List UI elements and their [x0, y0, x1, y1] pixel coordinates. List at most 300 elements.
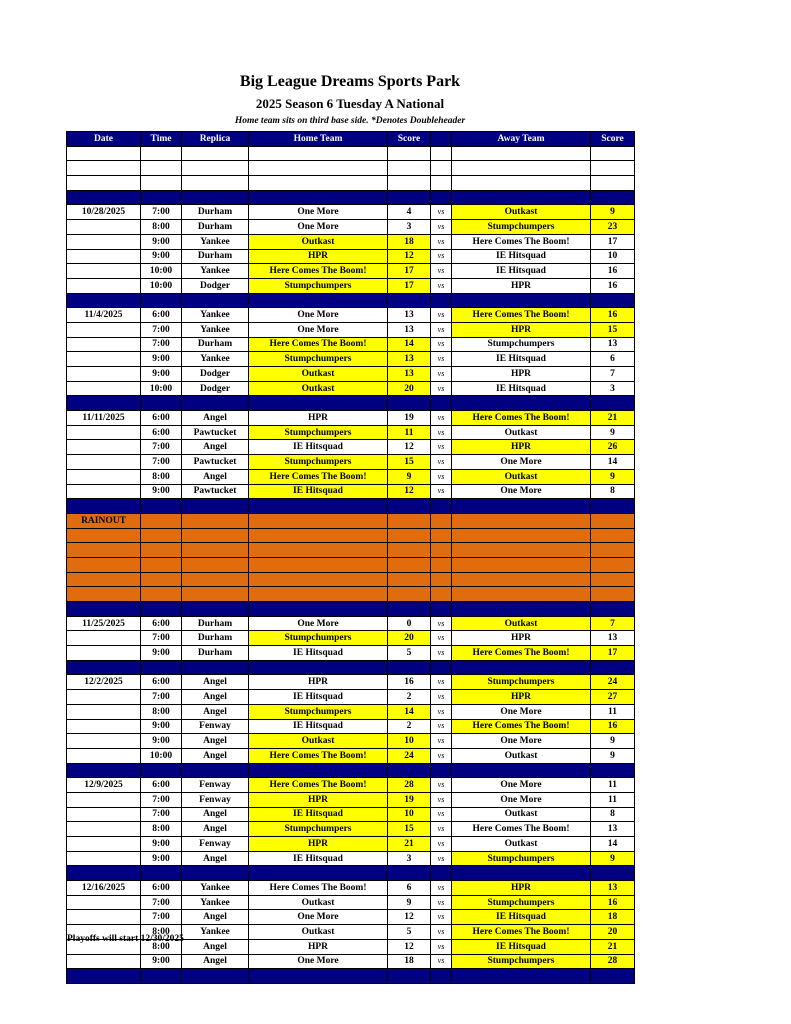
separator-row-cell — [67, 660, 141, 675]
vs-label: vs — [431, 837, 452, 852]
vs-label: vs — [431, 367, 452, 382]
away-score: 13 — [591, 337, 635, 352]
game-row — [67, 631, 635, 646]
away-team: Stumpchumpers — [452, 895, 591, 910]
game-time: 9:00 — [141, 734, 182, 749]
col-header-vs — [431, 132, 452, 147]
away-score: 10 — [591, 249, 635, 264]
away-score: 13 — [591, 822, 635, 837]
separator-row-cell — [182, 396, 249, 411]
blank-row-cell — [249, 161, 388, 176]
vs-label: vs — [431, 881, 452, 896]
home-team: HPR — [249, 675, 388, 690]
separator-row-cell — [591, 660, 635, 675]
home-score: 0 — [388, 616, 431, 631]
separator-row-cell — [431, 293, 452, 308]
separator-row-cell — [388, 602, 431, 617]
game-time: 9:00 — [141, 234, 182, 249]
game-field: Pawtucket — [182, 455, 249, 470]
rainout-cell — [431, 587, 452, 602]
separator-row-cell — [141, 396, 182, 411]
separator-row-cell — [431, 866, 452, 881]
game-field: Yankee — [182, 234, 249, 249]
game-field: Yankee — [182, 881, 249, 896]
game-time: 9:00 — [141, 352, 182, 367]
home-score: 14 — [388, 337, 431, 352]
away-score: 16 — [591, 278, 635, 293]
rainout-cell — [388, 543, 431, 558]
vs-label: vs — [431, 381, 452, 396]
game-time: 8:00 — [141, 220, 182, 235]
blank-row-cell — [452, 161, 591, 176]
col-header-home-team: Home Team — [249, 132, 388, 147]
separator-row-cell — [141, 293, 182, 308]
game-field: Yankee — [182, 322, 249, 337]
home-score: 13 — [388, 308, 431, 323]
vs-label: vs — [431, 646, 452, 661]
home-score: 19 — [388, 792, 431, 807]
vs-label: vs — [431, 631, 452, 646]
vs-label: vs — [431, 851, 452, 866]
rainout-cell — [591, 543, 635, 558]
away-score: 17 — [591, 234, 635, 249]
game-field: Durham — [182, 337, 249, 352]
vs-label: vs — [431, 616, 452, 631]
game-time: 7:00 — [141, 910, 182, 925]
week-date-empty — [67, 807, 141, 822]
game-field: Angel — [182, 690, 249, 705]
home-team: Stumpchumpers — [249, 352, 388, 367]
away-team: One More — [452, 484, 591, 499]
home-team: IE Hitsquad — [249, 719, 388, 734]
away-score: 9 — [591, 425, 635, 440]
vs-label: vs — [431, 278, 452, 293]
game-time: 6:00 — [141, 308, 182, 323]
vs-label: vs — [431, 822, 452, 837]
rainout-cell — [141, 513, 182, 528]
home-score: 3 — [388, 851, 431, 866]
game-field: Angel — [182, 440, 249, 455]
separator-row — [67, 396, 635, 411]
game-field: Yankee — [182, 308, 249, 323]
rainout-cell — [591, 572, 635, 587]
home-score: 20 — [388, 631, 431, 646]
game-time: 8:00 — [141, 939, 182, 954]
week-date-empty — [67, 646, 141, 661]
game-row — [67, 881, 635, 896]
vs-label: vs — [431, 690, 452, 705]
game-row — [67, 837, 635, 852]
game-field: Durham — [182, 220, 249, 235]
home-score: 12 — [388, 440, 431, 455]
away-team: Here Comes The Boom! — [452, 646, 591, 661]
game-field: Fenway — [182, 837, 249, 852]
vs-label: vs — [431, 734, 452, 749]
game-row — [67, 895, 635, 910]
vs-label: vs — [431, 455, 452, 470]
blank-row — [67, 176, 635, 191]
away-score: 17 — [591, 646, 635, 661]
blank-row-cell — [431, 161, 452, 176]
home-score: 16 — [388, 675, 431, 690]
away-team: HPR — [452, 881, 591, 896]
separator-row-cell — [67, 293, 141, 308]
away-team: HPR — [452, 278, 591, 293]
home-score: 14 — [388, 704, 431, 719]
vs-label: vs — [431, 778, 452, 793]
home-team: Outkast — [249, 925, 388, 940]
home-score: 15 — [388, 822, 431, 837]
separator-row-cell — [591, 293, 635, 308]
home-score: 19 — [388, 411, 431, 426]
away-score: 9 — [591, 748, 635, 763]
separator-row-cell — [182, 602, 249, 617]
blank-row — [67, 146, 635, 161]
rainout-cell — [591, 587, 635, 602]
separator-row-cell — [431, 660, 452, 675]
game-field: Angel — [182, 851, 249, 866]
col-header-date: Date — [67, 132, 141, 147]
rainout-row — [67, 543, 635, 558]
game-row — [67, 675, 635, 690]
blank-row-cell — [591, 176, 635, 191]
game-row — [67, 220, 635, 235]
home-team: HPR — [249, 837, 388, 852]
away-team: Here Comes The Boom! — [452, 719, 591, 734]
game-field: Dodger — [182, 278, 249, 293]
home-score: 13 — [388, 367, 431, 382]
rainout-cell — [182, 587, 249, 602]
home-score: 6 — [388, 881, 431, 896]
vs-label: vs — [431, 322, 452, 337]
home-team: Outkast — [249, 234, 388, 249]
vs-label: vs — [431, 264, 452, 279]
home-score: 9 — [388, 895, 431, 910]
game-time: 6:00 — [141, 675, 182, 690]
rainout-cell — [67, 543, 141, 558]
game-row — [67, 646, 635, 661]
blank-row-cell — [141, 146, 182, 161]
rainout-cell — [182, 557, 249, 572]
vs-label: vs — [431, 205, 452, 220]
home-team: Stumpchumpers — [249, 822, 388, 837]
game-time: 10:00 — [141, 264, 182, 279]
separator-row-cell — [141, 602, 182, 617]
game-row — [67, 954, 635, 969]
home-score: 12 — [388, 249, 431, 264]
separator-row-cell — [249, 969, 388, 984]
blank-row-cell — [452, 176, 591, 191]
week-date: 11/25/2025 — [67, 616, 141, 631]
separator-row-cell — [141, 660, 182, 675]
game-time: 9:00 — [141, 249, 182, 264]
blank-row-cell — [431, 146, 452, 161]
away-score: 26 — [591, 440, 635, 455]
game-field: Angel — [182, 939, 249, 954]
separator-row — [67, 293, 635, 308]
home-score: 9 — [388, 469, 431, 484]
away-team: IE Hitsquad — [452, 910, 591, 925]
separator-row-cell — [182, 866, 249, 881]
home-team: One More — [249, 205, 388, 220]
game-field: Durham — [182, 205, 249, 220]
home-team: Stumpchumpers — [249, 278, 388, 293]
home-team: Here Comes The Boom! — [249, 778, 388, 793]
separator-row-cell — [182, 190, 249, 205]
away-team: Outkast — [452, 807, 591, 822]
away-team: HPR — [452, 322, 591, 337]
vs-label: vs — [431, 748, 452, 763]
home-team: IE Hitsquad — [249, 851, 388, 866]
separator-row-cell — [67, 969, 141, 984]
rainout-cell — [388, 528, 431, 543]
away-team: Outkast — [452, 469, 591, 484]
game-row — [67, 748, 635, 763]
home-score: 18 — [388, 234, 431, 249]
blank-row-cell — [249, 146, 388, 161]
home-team: One More — [249, 910, 388, 925]
col-header-away-score: Score — [591, 132, 635, 147]
away-score: 16 — [591, 895, 635, 910]
game-time: 9:00 — [141, 837, 182, 852]
week-date: 10/28/2025 — [67, 205, 141, 220]
game-row — [67, 205, 635, 220]
away-score: 15 — [591, 322, 635, 337]
home-team: Outkast — [249, 895, 388, 910]
separator-row-cell — [141, 190, 182, 205]
week-date: 12/16/2025 — [67, 881, 141, 896]
home-score: 11 — [388, 425, 431, 440]
game-row — [67, 851, 635, 866]
rainout-cell — [431, 543, 452, 558]
away-score: 11 — [591, 792, 635, 807]
away-score: 21 — [591, 411, 635, 426]
week-date: 12/9/2025 — [67, 778, 141, 793]
game-row — [67, 367, 635, 382]
home-score: 10 — [388, 807, 431, 822]
week-date-empty — [67, 484, 141, 499]
week-date-empty — [67, 234, 141, 249]
home-score: 4 — [388, 205, 431, 220]
blank-row-cell — [591, 146, 635, 161]
vs-label: vs — [431, 675, 452, 690]
separator-row-cell — [431, 763, 452, 778]
separator-row-cell — [249, 293, 388, 308]
game-row — [67, 264, 635, 279]
away-score: 9 — [591, 205, 635, 220]
game-row — [67, 469, 635, 484]
vs-label: vs — [431, 337, 452, 352]
home-score: 18 — [388, 954, 431, 969]
rainout-cell — [431, 513, 452, 528]
home-team: Outkast — [249, 381, 388, 396]
away-team: One More — [452, 792, 591, 807]
away-score: 18 — [591, 910, 635, 925]
separator-row-cell — [249, 660, 388, 675]
game-row — [67, 484, 635, 499]
game-time: 7:00 — [141, 895, 182, 910]
home-team: One More — [249, 616, 388, 631]
separator-row-cell — [591, 396, 635, 411]
game-field: Angel — [182, 675, 249, 690]
away-score: 28 — [591, 954, 635, 969]
page-title: Big League Dreams Sports Park — [239, 73, 461, 90]
game-field: Yankee — [182, 264, 249, 279]
home-score: 12 — [388, 910, 431, 925]
home-score: 13 — [388, 352, 431, 367]
col-header-replica: Replica — [182, 132, 249, 147]
home-team: IE Hitsquad — [249, 807, 388, 822]
rainout-cell — [591, 513, 635, 528]
game-row — [67, 792, 635, 807]
separator-row-cell — [591, 763, 635, 778]
game-time: 6:00 — [141, 778, 182, 793]
game-field: Yankee — [182, 925, 249, 940]
home-score: 12 — [388, 939, 431, 954]
away-score: 6 — [591, 352, 635, 367]
rainout-cell — [591, 557, 635, 572]
game-row — [67, 411, 635, 426]
away-team: Here Comes The Boom! — [452, 411, 591, 426]
game-time: 10:00 — [141, 278, 182, 293]
blank-row-cell — [431, 176, 452, 191]
blank-row — [67, 161, 635, 176]
week-date-empty — [67, 264, 141, 279]
separator-row-cell — [141, 499, 182, 514]
rainout-cell — [249, 587, 388, 602]
game-row — [67, 234, 635, 249]
game-time: 9:00 — [141, 367, 182, 382]
away-team: Stumpchumpers — [452, 337, 591, 352]
home-score: 3 — [388, 220, 431, 235]
home-team: One More — [249, 220, 388, 235]
rainout-row — [67, 587, 635, 602]
home-team: One More — [249, 954, 388, 969]
home-team: Here Comes The Boom! — [249, 469, 388, 484]
rainout-cell — [431, 528, 452, 543]
blank-row-cell — [182, 161, 249, 176]
away-score: 9 — [591, 734, 635, 749]
game-row — [67, 734, 635, 749]
col-header-home-score: Score — [388, 132, 431, 147]
away-team: Here Comes The Boom! — [452, 822, 591, 837]
vs-label: vs — [431, 939, 452, 954]
separator-row-cell — [431, 396, 452, 411]
vs-label: vs — [431, 411, 452, 426]
away-score: 9 — [591, 851, 635, 866]
vs-label: vs — [431, 719, 452, 734]
separator-row — [67, 499, 635, 514]
game-time: 9:00 — [141, 484, 182, 499]
separator-row-cell — [67, 396, 141, 411]
away-score: 14 — [591, 837, 635, 852]
game-field: Pawtucket — [182, 484, 249, 499]
rainout-cell — [431, 557, 452, 572]
week-date-empty — [67, 837, 141, 852]
game-row — [67, 778, 635, 793]
game-row — [67, 425, 635, 440]
separator-row-cell — [388, 866, 431, 881]
home-team: HPR — [249, 792, 388, 807]
game-field: Dodger — [182, 367, 249, 382]
away-score: 23 — [591, 220, 635, 235]
rainout-cell — [141, 557, 182, 572]
away-team: HPR — [452, 367, 591, 382]
rainout-row — [67, 572, 635, 587]
game-field: Angel — [182, 469, 249, 484]
week-date-empty — [67, 954, 141, 969]
vs-label: vs — [431, 895, 452, 910]
game-field: Angel — [182, 411, 249, 426]
rainout-cell — [182, 513, 249, 528]
playoffs-note: Playoffs will start 12/30/2025 — [67, 934, 184, 944]
vs-label: vs — [431, 807, 452, 822]
separator-row-cell — [388, 660, 431, 675]
week-date-empty — [67, 748, 141, 763]
rainout-cell — [249, 513, 388, 528]
vs-label: vs — [431, 425, 452, 440]
blank-row-cell — [452, 146, 591, 161]
rainout-cell — [67, 557, 141, 572]
game-field: Yankee — [182, 352, 249, 367]
week-date-empty — [67, 895, 141, 910]
blank-row-cell — [388, 146, 431, 161]
away-score: 13 — [591, 631, 635, 646]
week-date-empty — [67, 249, 141, 264]
game-row — [67, 719, 635, 734]
game-field: Dodger — [182, 381, 249, 396]
separator-row-cell — [249, 396, 388, 411]
rainout-cell — [182, 572, 249, 587]
game-time: 7:00 — [141, 631, 182, 646]
away-score: 8 — [591, 807, 635, 822]
blank-row-cell — [141, 176, 182, 191]
game-field: Fenway — [182, 719, 249, 734]
separator-row-cell — [67, 499, 141, 514]
rainout-cell — [431, 572, 452, 587]
game-row — [67, 690, 635, 705]
game-field: Angel — [182, 704, 249, 719]
rainout-cell — [388, 557, 431, 572]
away-score: 7 — [591, 367, 635, 382]
home-score: 10 — [388, 734, 431, 749]
away-score: 13 — [591, 881, 635, 896]
away-score: 16 — [591, 719, 635, 734]
home-team: One More — [249, 308, 388, 323]
game-row — [67, 616, 635, 631]
week-date-empty — [67, 440, 141, 455]
separator-row-cell — [591, 602, 635, 617]
rainout-cell — [249, 543, 388, 558]
game-time: 6:00 — [141, 881, 182, 896]
game-row — [67, 278, 635, 293]
vs-label: vs — [431, 792, 452, 807]
blank-row-cell — [182, 146, 249, 161]
away-score: 3 — [591, 381, 635, 396]
away-team: One More — [452, 455, 591, 470]
separator-row-cell — [388, 293, 431, 308]
rainout-cell — [249, 572, 388, 587]
away-team: HPR — [452, 440, 591, 455]
game-time: 9:00 — [141, 646, 182, 661]
separator-row-cell — [452, 190, 591, 205]
away-team: Outkast — [452, 837, 591, 852]
vs-label: vs — [431, 234, 452, 249]
week-date: 11/11/2025 — [67, 411, 141, 426]
rainout-cell — [388, 587, 431, 602]
away-team: Stumpchumpers — [452, 220, 591, 235]
vs-label: vs — [431, 308, 452, 323]
